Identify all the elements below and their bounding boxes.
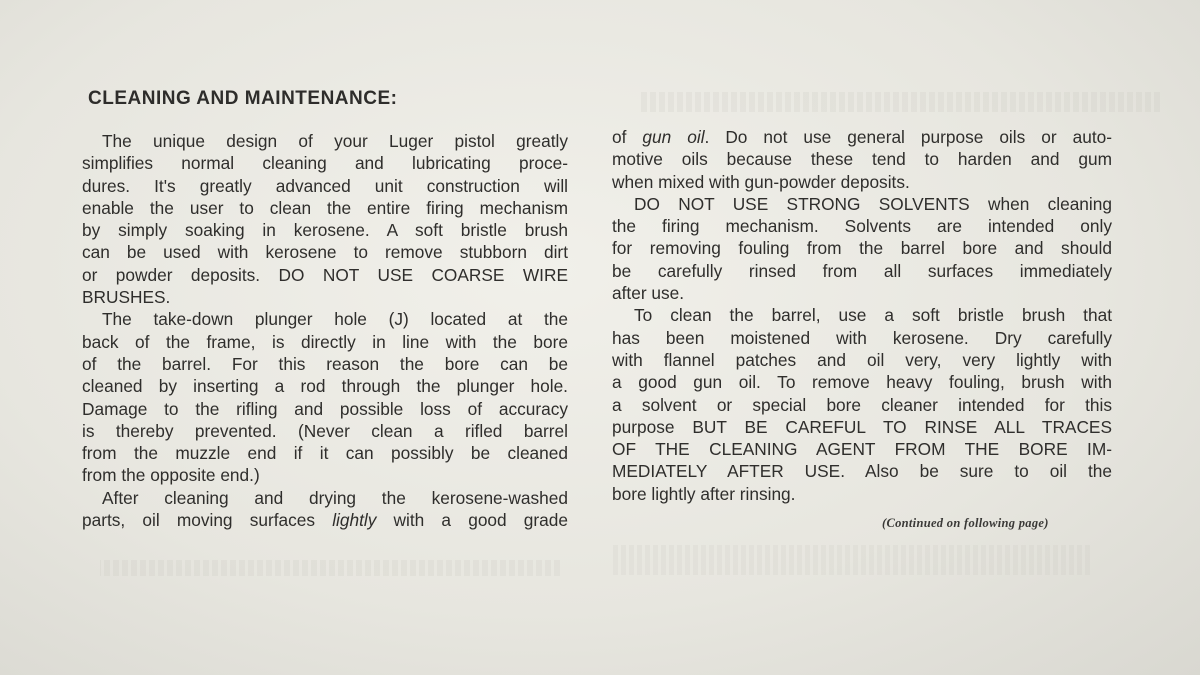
text-run: parts, oil moving surfaces (82, 510, 316, 531)
text-line: of the barrel. For this reason the bore can be (82, 353, 568, 374)
text-line: for removing fouling from the barrel bore and should (612, 238, 1112, 259)
text-line: dures. It's greatly advanced unit construction will (82, 175, 568, 196)
text-line (82, 509, 568, 531)
text-line: motive oils because these tend to harden and gum (612, 149, 1112, 170)
text-line: by simply soaking in kerosene. A soft bristle brush (82, 220, 568, 241)
text-line: when mixed with gun-powder deposits. (612, 171, 910, 192)
text-line: the firing mechanism. Solvents are intended only (612, 216, 1112, 237)
text-line (612, 126, 1112, 148)
text-line: has been moistened with kerosene. Dry carefully (612, 327, 1112, 348)
left-column (82, 130, 568, 531)
text-line: The take-down plunger hole (J) located at the (102, 309, 568, 330)
text-line: or powder deposits. DO NOT USE COARSE WIRE (82, 264, 568, 285)
text-line: To clean the barrel, use a soft bristle brush that (634, 305, 1112, 326)
text-line: back of the frame, is directly in line with the bore (82, 331, 568, 352)
text-line: BRUSHES. (82, 287, 171, 308)
emphasis-text: lightly (332, 510, 377, 531)
text-line: a solvent or special bore cleaner intended for this (612, 394, 1112, 415)
emphasis-text: gun oil (642, 127, 705, 147)
text-line: cleaned by inserting a rod through the plunger hole. (82, 376, 568, 397)
text-line: can be used with kerosene to remove stubborn dirt (82, 242, 568, 263)
text-line: The unique design of your Luger pistol greatly (102, 131, 568, 151)
show-through-texture (100, 560, 560, 576)
text-line: simplifies normal cleaning and lubricating proce- (82, 153, 568, 174)
show-through-texture (610, 545, 1090, 575)
text-line: is thereby prevented. (Never clean a rifled barrel (82, 420, 568, 441)
text-run: . Do not use general purpose oils or auto- (704, 127, 1112, 147)
text-line: a good gun oil. To remove heavy fouling, brush with (612, 372, 1112, 393)
text-run: of (612, 127, 627, 147)
text-line: purpose BUT BE CAREFUL TO RINSE ALL TRACES (612, 416, 1112, 437)
text-line: MEDIATELY AFTER USE. Also be sure to oil the (612, 461, 1112, 482)
text-line: DO NOT USE STRONG SOLVENTS when cleaning (634, 193, 1112, 214)
text-line: with flannel patches and oil very, very lightly with (612, 349, 1112, 370)
text-line: OF THE CLEANING AGENT FROM THE BORE IM- (612, 439, 1112, 460)
text-line: be carefully rinsed from all surfaces immediately (612, 260, 1112, 281)
section-heading: CLEANING AND MAINTENANCE: (88, 88, 398, 109)
text-run: with a good grade (393, 510, 568, 531)
text-line: After cleaning and drying the kerosene-washed (102, 487, 568, 508)
text-line: Damage to the rifling and possible loss of accuracy (82, 398, 568, 419)
text-line: enable the user to clean the entire firing mechanism (82, 197, 568, 218)
text-line: after use. (612, 283, 685, 304)
text-line: from the opposite end.) (82, 465, 260, 486)
text-line: bore lightly after rinsing. (612, 483, 796, 504)
right-column (612, 126, 1112, 505)
text-line: from the muzzle end if it can possibly be cleaned (82, 443, 568, 464)
show-through-texture (640, 92, 1160, 112)
continued-note: (Continued on following page) (882, 516, 1049, 530)
